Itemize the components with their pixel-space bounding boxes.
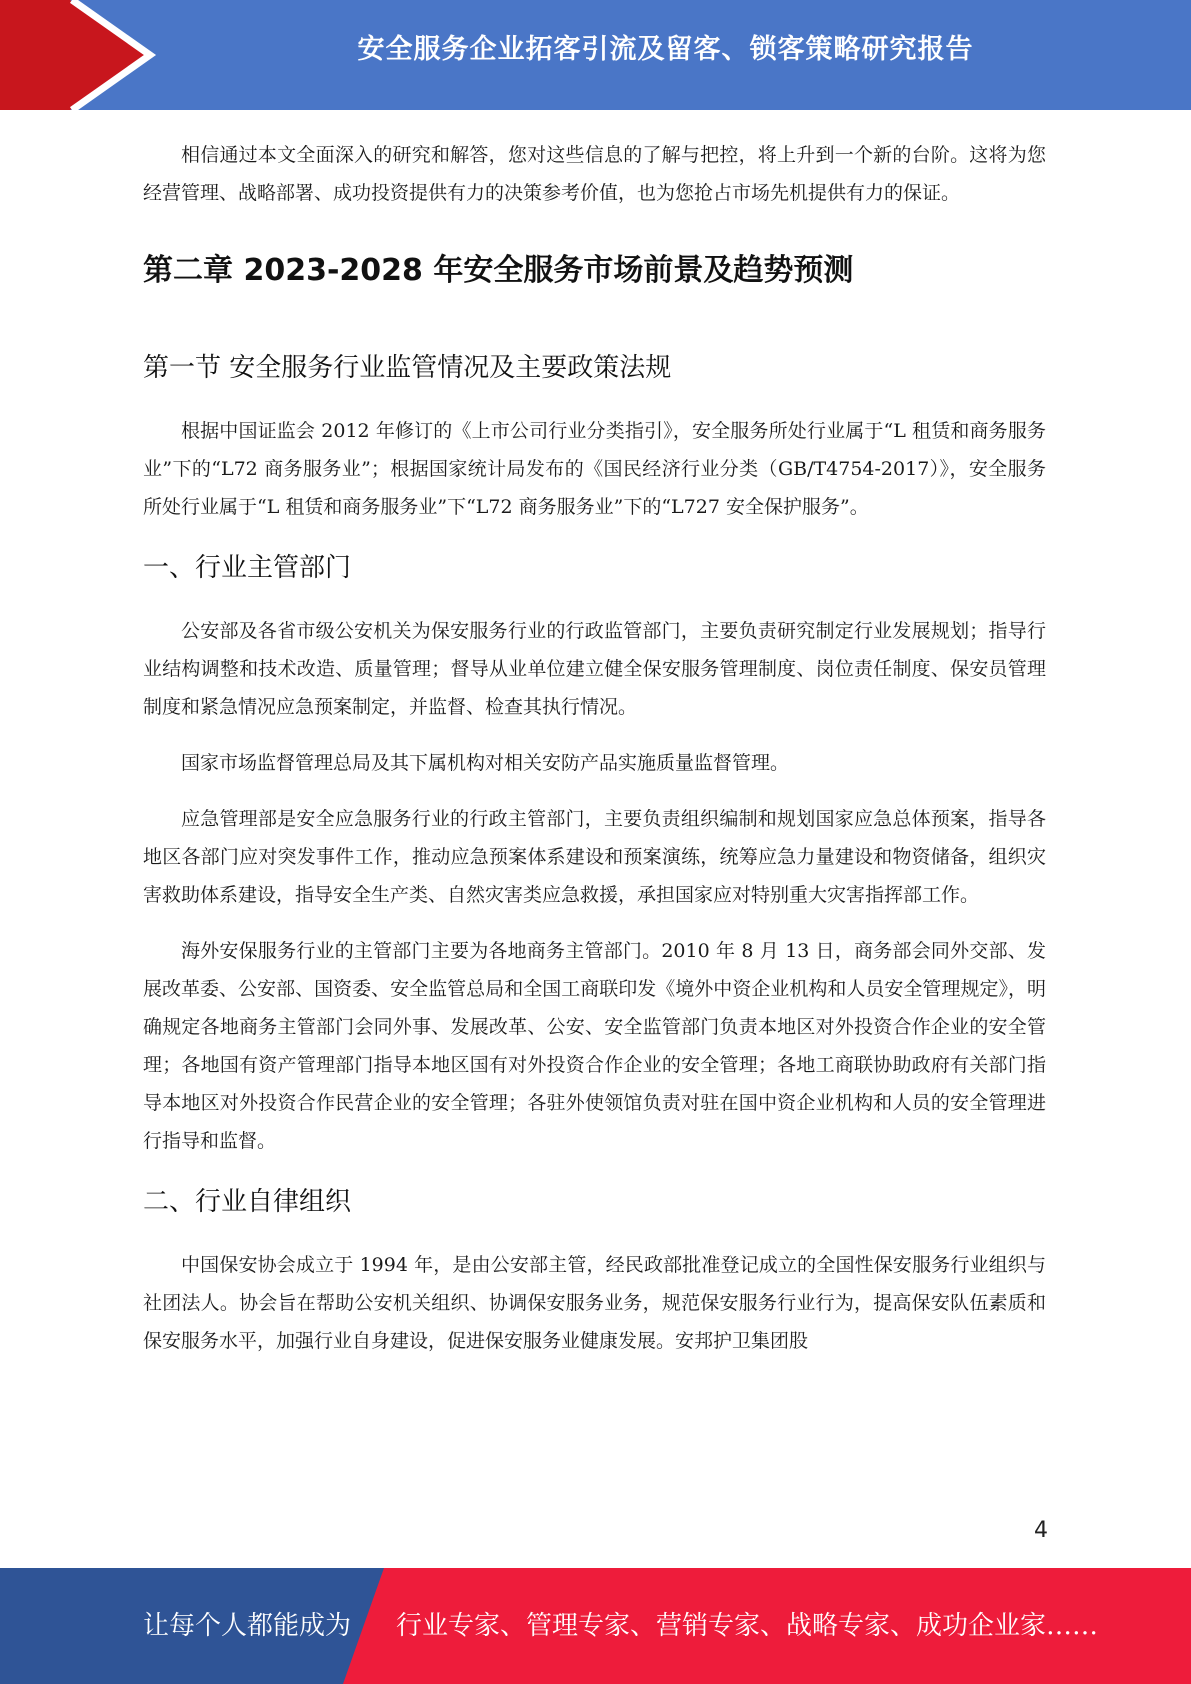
subsection-title-2: 二、行业自律组织	[143, 1187, 352, 1217]
document-body	[143, 136, 1046, 1378]
report-title: 安全服务企业拓客引流及留客、锁客策略研究报告	[357, 34, 974, 65]
section-paragraph: 根据中国证监会 2012 年修订的《上市公司行业分类指引》，安全服务所处行业属于“L 租赁和商务服务业”下的“L72 商务服务业”；根据国家统计局发布的《国民经济行业分类（GB/T4754-2017）》，安全服务所处行业属于“L 租赁和商务服务业”下“L72 商务服务业”下的“L727 安全保护服务”。	[143, 420, 1046, 518]
section-title: 第一节 安全服务行业监管情况及主要政策法规	[143, 353, 672, 383]
page-header	[0, 0, 1191, 110]
page-footer	[0, 1568, 1191, 1684]
paragraph-public-security: 公安部及各省市级公安机关为保安服务行业的行政监管部门，主要负责研究制定行业发展规划；指导行业结构调整和技术改造、质量管理；督导从业单位建立健全保安服务管理制度、岗位责任制度、保安员管理制度和紧急情况应急预案制定，并监督、检查其执行情况。	[143, 620, 1046, 718]
footer-slogan-right: 行业专家、管理专家、营销专家、战略专家、成功企业家……	[396, 1611, 1099, 1641]
paragraph-security-association: 中国保安协会成立于 1994 年，是由公安部主管，经民政部批准登记成立的全国性保安服务行业组织与社团法人。协会旨在帮助公安机关组织、协调保安服务业务，规范保安服务行业行为，提高保安队伍素质和保安服务水平，加强行业自身建设，促进保安服务业健康发展。安邦护卫集团股	[143, 1254, 1046, 1352]
paragraph-emergency-management: 应急管理部是安全应急服务行业的行政主管部门，主要负责组织编制和规划国家应急总体预案，指导各地区各部门应对突发事件工作，推动应急预案体系建设和预案演练，统筹应急力量建设和物资储备，组织灾害救助体系建设，指导安全生产类、自然灾害类应急救援，承担国家应对特别重大灾害指挥部工作。	[143, 808, 1046, 906]
paragraph-overseas-security: 海外安保服务行业的主管部门主要为各地商务主管部门。2010 年 8 月 13 日，商务部会同外交部、发展改革委、公安部、国资委、安全监管总局和全国工商联印发《境外中资企业机构和人员安全管理规定》，明确规定各地商务主管部门会同外事、发展改革、公安、安全监管部门负责本地区对外投资合作企业的安全管理；各地国有资产管理部门指导本地区国有对外投资合作企业的安全管理；各地工商联协助政府有关部门指导本地区对外投资合作民营企业的安全管理；各驻外使领馆负责对驻在国中资企业机构和人员的安全管理进行指导和监督。	[143, 940, 1046, 1152]
header-chevron-decoration	[0, 0, 160, 110]
footer-slogan-left: 让每个人都能成为	[143, 1611, 352, 1641]
paragraph-market-supervision: 国家市场监督管理总局及其下属机构对相关安防产品实施质量监督管理。	[181, 752, 790, 774]
intro-paragraph: 相信通过本文全面深入的研究和解答，您对这些信息的了解与把控，将上升到一个新的台阶。这将为您经营管理、战略部署、成功投资提供有力的决策参考价值，也为您抢占市场先机提供有力的保证。	[143, 144, 1046, 204]
page-number: 4	[1034, 1518, 1048, 1543]
chapter-title: 第二章 2023-2028 年安全服务市场前景及趋势预测	[143, 253, 854, 288]
subsection-title-1: 一、行业主管部门	[143, 553, 352, 583]
